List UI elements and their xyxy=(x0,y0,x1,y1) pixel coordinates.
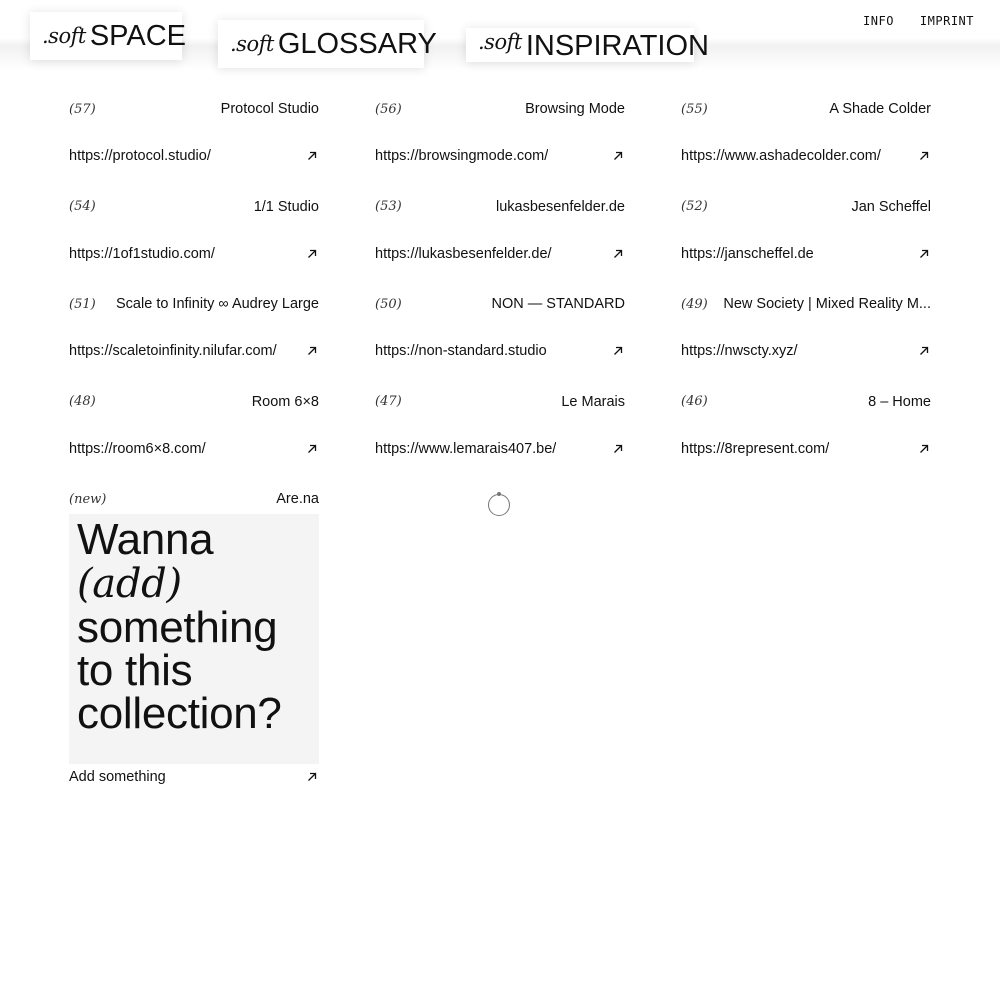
card-link[interactable] xyxy=(69,342,319,360)
top-nav xyxy=(863,14,974,28)
card-link[interactable] xyxy=(69,440,319,458)
add-card-line-2: something xyxy=(77,603,278,652)
arrow-up-right-icon xyxy=(307,346,317,356)
card-number: (54) xyxy=(69,199,96,214)
card-title: 1/1 Studio xyxy=(253,198,319,215)
add-card-line-1-italic: (add) xyxy=(77,561,182,607)
arrow-up-right-icon xyxy=(919,151,929,161)
card-title: NON — STANDARD xyxy=(491,296,625,312)
inspiration-card xyxy=(681,287,931,369)
card-number: (48) xyxy=(69,394,96,409)
card-header xyxy=(375,198,625,216)
card-link[interactable] xyxy=(681,147,931,165)
card-number: (50) xyxy=(375,296,402,312)
add-card-header xyxy=(69,490,319,508)
add-card-box[interactable] xyxy=(69,514,319,764)
inspiration-card xyxy=(69,92,319,174)
card-header xyxy=(69,198,319,216)
card-link[interactable] xyxy=(69,147,319,165)
card-url: https://8represent.com/ xyxy=(681,440,830,457)
card-url: https://non-standard.studio xyxy=(375,343,547,359)
tab-glossary[interactable] xyxy=(218,20,437,68)
arrow-up-right-icon xyxy=(307,249,317,259)
card-url: https://scaletoinfinity.nilufar.com/ xyxy=(69,343,277,359)
card-number: (47) xyxy=(375,394,402,409)
card-title: lukasbesenfelder.de xyxy=(496,198,625,215)
card-header xyxy=(375,393,625,411)
tab-label: GLOSSARY xyxy=(277,27,437,60)
card-header xyxy=(69,295,319,313)
card-number: (57) xyxy=(69,101,96,117)
card-link[interactable] xyxy=(69,245,319,263)
inspiration-card xyxy=(681,385,931,467)
add-card-title: Are.na xyxy=(276,491,319,507)
card-url: https://browsingmode.com/ xyxy=(375,148,549,164)
add-something-link[interactable] xyxy=(69,768,319,786)
card-header xyxy=(375,295,625,313)
tab-inspiration[interactable] xyxy=(466,28,709,62)
inspiration-card xyxy=(681,92,931,174)
arrow-up-right-icon xyxy=(613,151,623,161)
arrow-up-right-icon xyxy=(613,346,623,356)
arrow-up-right-icon xyxy=(307,772,317,782)
tab-prefix: .soft xyxy=(478,30,522,54)
card-link[interactable] xyxy=(375,147,625,165)
card-url: https://www.ashadecolder.com/ xyxy=(681,148,881,164)
card-link[interactable] xyxy=(681,245,931,263)
card-header xyxy=(681,198,931,216)
inspiration-card xyxy=(69,190,319,272)
card-number: (52) xyxy=(681,199,708,214)
card-url: https://protocol.studio/ xyxy=(69,148,211,164)
card-title: Le Marais xyxy=(561,393,625,410)
inspiration-card xyxy=(375,190,625,272)
arrow-up-right-icon xyxy=(919,249,929,259)
inspiration-card xyxy=(375,92,625,174)
card-title: A Shade Colder xyxy=(829,101,931,117)
card-link[interactable] xyxy=(375,245,625,263)
arrow-up-right-icon xyxy=(919,444,929,454)
card-header xyxy=(69,393,319,411)
card-url: https://lukasbesenfelder.de/ xyxy=(375,245,552,262)
card-title: Room 6×8 xyxy=(251,393,319,410)
inspiration-card xyxy=(375,385,625,467)
card-title: New Society | Mixed Reality M... xyxy=(723,296,931,312)
inspiration-card xyxy=(69,287,319,369)
card-link[interactable] xyxy=(375,342,625,360)
card-url: https://room6×8.com/ xyxy=(69,440,206,457)
inspiration-card xyxy=(375,287,625,369)
imprint-link[interactable]: IMPRINT xyxy=(919,14,974,28)
info-link[interactable]: INFO xyxy=(863,14,894,28)
add-card-number: (new) xyxy=(69,491,107,507)
card-title: Browsing Mode xyxy=(525,101,625,117)
card-url: https://nwscty.xyz/ xyxy=(681,343,798,359)
inspiration-card xyxy=(69,385,319,467)
card-link[interactable] xyxy=(681,440,931,458)
card-header xyxy=(69,100,319,118)
add-card-line-1 xyxy=(77,515,311,607)
card-url: https://1of1studio.com/ xyxy=(69,245,215,262)
card-header xyxy=(681,393,931,411)
arrow-up-right-icon xyxy=(613,444,623,454)
card-number: (55) xyxy=(681,101,708,117)
arrow-up-right-icon xyxy=(307,444,317,454)
card-title: 8 – Home xyxy=(868,393,931,410)
card-number: (51) xyxy=(69,296,96,312)
card-header xyxy=(681,295,931,313)
inspiration-card xyxy=(681,190,931,272)
tab-label: INSPIRATION xyxy=(525,30,709,62)
card-header xyxy=(681,100,931,118)
loading-spinner-icon xyxy=(488,494,510,516)
card-number: (53) xyxy=(375,199,402,214)
card-link[interactable] xyxy=(681,342,931,360)
card-url: https://janscheffel.de xyxy=(681,245,814,262)
tab-prefix: .soft xyxy=(230,32,274,56)
add-card-line-4: collection? xyxy=(77,689,282,738)
add-card-line-1-plain: Wanna xyxy=(77,515,214,564)
tab-prefix: .soft xyxy=(42,24,86,48)
tab-label: SPACE xyxy=(89,19,186,52)
card-title: Scale to Infinity ∞ Audrey Large xyxy=(116,296,319,312)
card-number: (46) xyxy=(681,394,708,409)
arrow-up-right-icon xyxy=(307,151,317,161)
card-title: Jan Scheffel xyxy=(851,198,931,215)
add-something-label: Add something xyxy=(69,769,166,785)
arrow-up-right-icon xyxy=(613,249,623,259)
add-card-line-3: to this xyxy=(77,646,193,695)
card-number: (56) xyxy=(375,101,402,117)
card-link[interactable] xyxy=(375,440,625,458)
tab-space[interactable] xyxy=(30,12,186,60)
arrow-up-right-icon xyxy=(919,346,929,356)
card-header xyxy=(375,100,625,118)
card-number: (49) xyxy=(681,296,708,312)
card-title: Protocol Studio xyxy=(220,101,319,117)
card-url: https://www.lemarais407.be/ xyxy=(375,440,557,457)
